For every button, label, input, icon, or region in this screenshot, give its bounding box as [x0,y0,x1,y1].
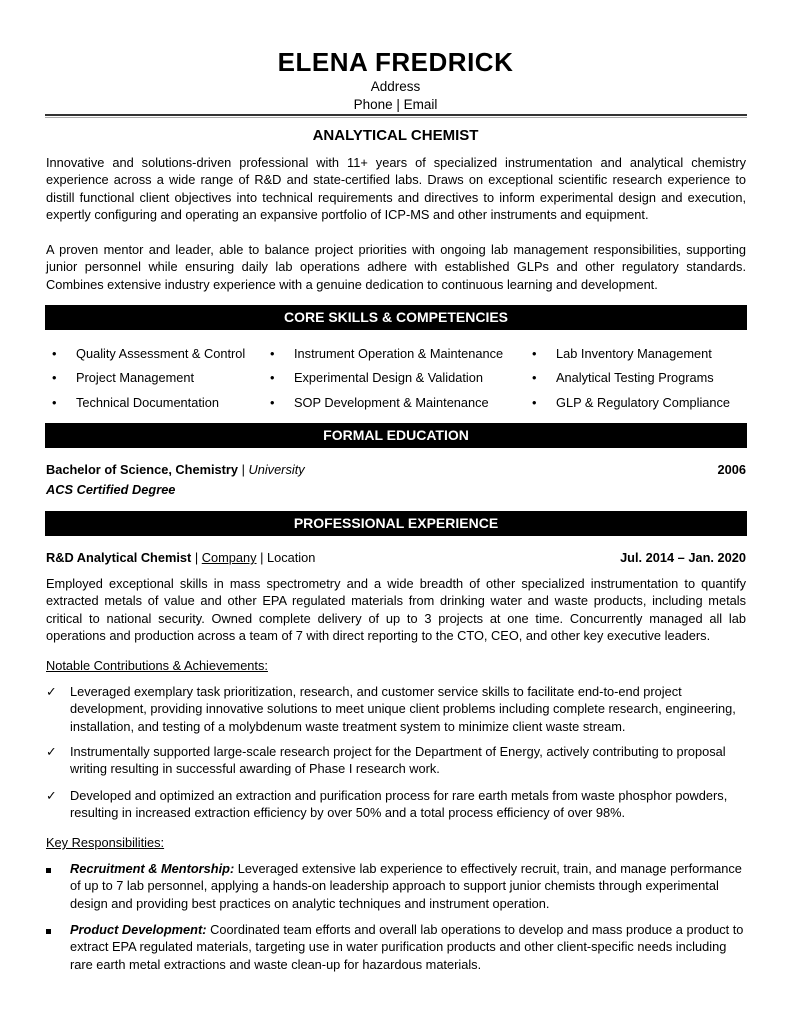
bullet-icon: • [270,395,275,410]
achievement-text: Leveraged exemplary task prioritization, research, and customer service skills to facilitate end-to-end project development, providing innovative solutions to meet unique client problems including complete research, engineering, installation, and testing of a molybdenum waste treatment system to minimize client waste stream. [70,684,736,734]
school: University [248,462,305,477]
company-name: Company [201,550,257,565]
summary-paragraph-2: A proven mentor and leader, able to balance project priorities with ongoing lab management responsibilities, supporting junior personnel while ensuring daily lab operations adhere with established GLPs and other regulatory standards. Combines extensive industry experience with a genuine dedication to continuous learning and development. [46,242,746,292]
skill-label: Project Management [76,370,195,385]
check-icon: ✓ [46,744,57,759]
bullet-icon: • [52,395,57,410]
responsibility-text [70,860,746,912]
experience-heading: PROFESSIONAL EXPERIENCE [45,511,747,536]
achievement-text: Instrumentally supported large-scale research project for the Department of Energy, actively contributing to proposal writing resulting in successful awarding of Phase I research work. [70,744,726,777]
header-rule-thin [45,117,747,118]
education-year: 2006 [717,462,746,477]
bullet-icon: • [532,370,537,385]
candidate-name: ELENA FREDRICK [277,47,514,77]
job-role: R&D Analytical Chemist [46,550,192,565]
responsibility-label: Product Development: [70,922,207,937]
job-line: R&D Analytical Chemist | Company | Location [46,550,316,565]
skill-label: Analytical Testing Programs [556,370,714,385]
degree: Bachelor of Science, Chemistry [46,462,239,477]
responsibility-detail: Coordinated team efforts and overall lab operations to develop and mass produce a product to extract EPA regulated materials, targeting use in water purification products and other client-specific needs including rare earth metal extractions and waste clean-up for hazardous materials. [70,922,744,972]
skill-label: SOP Development & Maintenance [294,395,489,410]
check-icon: ✓ [46,684,57,699]
skill-label: Lab Inventory Management [556,346,712,361]
bullet-icon: • [532,395,537,410]
skill-label: GLP & Regulatory Compliance [556,395,731,410]
skill-label: Quality Assessment & Control [76,346,246,361]
achievement-text: Developed and optimized an extraction and purification process for rare earth metals from waste phosphor powders, resulting in increased extraction efficiency by over 50% and a total process efficiency of over 98%. [70,788,728,821]
education-degree-line [46,461,746,479]
bullet-icon: • [52,370,57,385]
header-rule [45,114,747,116]
certification: ACS Certified Degree [46,482,176,497]
responsibility-detail: Leveraged extensive lab experience to effectively recruit, train, and manage performance of up to 7 lab personnel, applying a hands-on leadership approach to support junior chemists through experimental design and providing best practices on analytic techniques and instrument operation. [70,861,742,911]
responsibility-text [70,921,746,973]
address: Address [370,79,421,94]
skill-label: Experimental Design & Validation [294,370,483,385]
achievements-heading: Notable Contributions & Achievements: [46,658,268,673]
bullet-icon: • [270,346,275,361]
skill-label: Technical Documentation [76,395,219,410]
separator: | [238,462,249,477]
job-location: Location [266,550,316,565]
bullet-icon: • [270,370,275,385]
check-icon: ✓ [46,788,57,803]
summary-paragraph-1: Innovative and solutions-driven professional with 11+ years of specialized instrumentation and analytical chemistry experience across a wide range of R&D and state-certified labs. Draws on exceptional scientific research experience to distill functional client objectives into technical requirements and directives to inform experimental design and execution, expertly configuring and operating an expansive portfolio of ICP-MS and other instruments and equipment. [46,155,746,223]
job-title: ANALYTICAL CHEMIST [312,127,479,144]
skills-heading: CORE SKILLS & COMPETENCIES [45,305,747,330]
job-overview: Employed exceptional skills in mass spectrometry and a wide breadth of other specialized instrumentation to quantify extracted metals of value and other EPA regulated materials from drinking water and waste products, including metals critical to national security. Owned complete delivery of up to 3 projects at one time. Concurrently managed all lab operations and production across a team of 7 with direct reporting to the CTO, CEO, and other key executive leaders. [46,576,746,644]
skill-label: Instrument Operation & Maintenance [294,346,504,361]
phone-email: Phone | Email [353,97,438,112]
education-heading: FORMAL EDUCATION [45,423,747,448]
responsibility-label: Recruitment & Mentorship: [70,861,235,876]
bullet-icon: • [532,346,537,361]
bullet-icon: • [52,346,57,361]
square-bullet-icon [46,860,62,877]
responsibilities-heading: Key Responsibilities: [46,835,165,850]
square-bullet-icon [46,921,62,938]
job-dates: Jul. 2014 – Jan. 2020 [620,550,746,565]
